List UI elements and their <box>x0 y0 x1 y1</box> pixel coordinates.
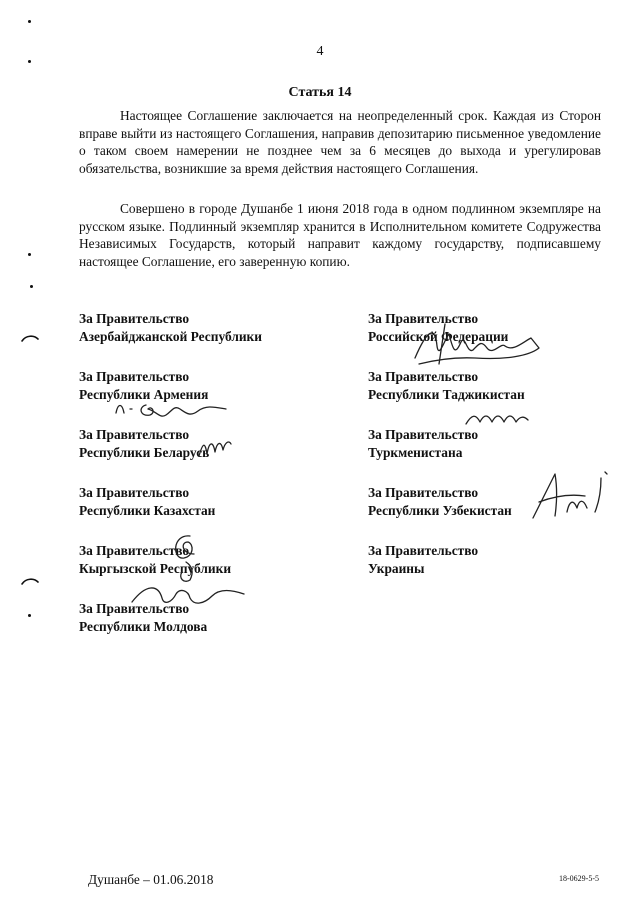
signatory-line2: Республики Армения <box>79 386 209 402</box>
footer-place-date: Душанбе – 01.06.2018 <box>88 872 214 887</box>
signatory-ukraine <box>368 542 478 577</box>
signatory-line1: За Правительство <box>79 543 190 558</box>
signatory-line1: За Правительство <box>368 485 479 500</box>
signatory-kazakhstan <box>79 484 215 519</box>
article-paragraph-1 <box>79 107 601 177</box>
signatory-line1: За Правительство <box>79 369 190 384</box>
signatory-line1: За Правительство <box>79 427 190 442</box>
article-paragraph-2-text: Совершено в городе Душанбе 1 июня 2018 года в одном подлинном экземпляре на русском языке. Подлинный экземпляр хранится в Исполнительном комитете Содружества Независимых Государств, который направит каждому государству, подписавшему настоящее Соглашение, его заверенную копию. <box>79 201 601 269</box>
signatory-line2: Азербайджанской Республики <box>79 328 262 344</box>
signatory-line1: За Правительство <box>79 311 190 326</box>
margin-arc-mark <box>20 333 40 343</box>
margin-dot <box>28 20 31 23</box>
page-number: 4 <box>316 44 324 59</box>
signature-russia <box>405 320 555 370</box>
article-title: Статья 14 <box>288 85 352 100</box>
signature-uzbekistan <box>525 468 625 528</box>
signatory-tajikistan <box>368 368 525 403</box>
signatory-line2: Украины <box>368 560 425 576</box>
signatory-uzbekistan <box>368 484 512 519</box>
signature-belarus <box>195 436 235 460</box>
signatory-line2: Республики Таджикистан <box>368 386 525 402</box>
signatory-line1: За Правительство <box>79 601 190 616</box>
signatory-line1: За Правительство <box>79 485 190 500</box>
margin-dot <box>28 253 31 256</box>
signatory-line1: За Правительство <box>368 427 479 442</box>
article-paragraph-2 <box>79 200 601 270</box>
signatory-line2: Республики Казахстан <box>79 502 216 518</box>
signature-armenia <box>110 397 240 425</box>
signatory-line2: Республики Узбекистан <box>368 502 512 518</box>
margin-dot <box>28 60 31 63</box>
signatory-line1: За Правительство <box>368 543 479 558</box>
signatory-line2: Кыргызской Республики <box>79 560 232 576</box>
signatory-line2: Российской Федерации <box>368 328 509 344</box>
signatory-line1: За Правительство <box>368 369 479 384</box>
margin-dot <box>30 285 33 288</box>
margin-arc-mark <box>20 576 40 586</box>
signatory-line2: Республики Беларусь <box>79 444 210 460</box>
article-paragraph-1-text: Настоящее Соглашение заключается на неопределенный срок. Каждая из Сторон вправе выйти из настоящего Соглашения, направив депозитарию письменное уведомление о таком своем намерении не позднее чем за 6 месяцев до выхода и урегулировав обязательства, возникшие за время действия настоящего Соглашения. <box>79 108 601 176</box>
signatory-azerbaijan <box>79 310 262 345</box>
signature-moldova <box>128 580 248 610</box>
signatory-line1: За Правительство <box>368 311 479 326</box>
margin-dot <box>28 614 31 617</box>
signatory-line2: Республики Молдова <box>79 618 208 634</box>
signature-kyrgyzstan <box>150 526 220 586</box>
footer-document-code: 18-0629-5-5 <box>559 874 599 883</box>
signatory-turkmenistan <box>368 426 478 461</box>
signatory-line2: Туркменистана <box>368 444 463 460</box>
signature-tajikistan <box>462 410 532 430</box>
signatory-belarus <box>79 426 209 461</box>
